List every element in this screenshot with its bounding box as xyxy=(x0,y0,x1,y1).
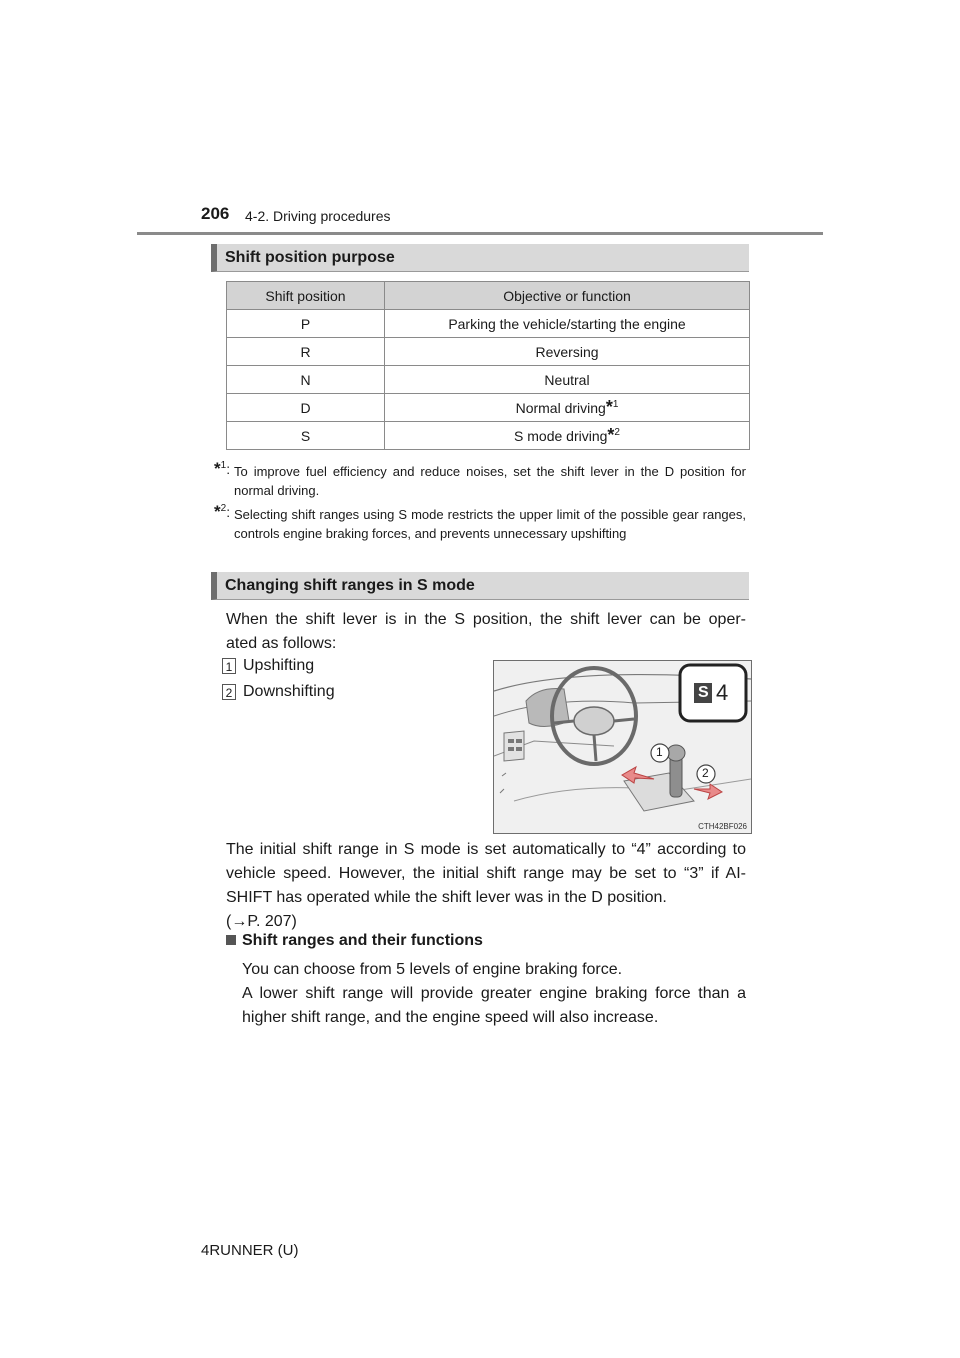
s-mode-paragraph xyxy=(226,838,746,934)
cell-function: Parking the vehicle/starting the engine xyxy=(385,310,750,338)
footnote-2 xyxy=(214,502,746,543)
footnote-marker: *$^1$: xyxy=(214,459,231,478)
sub-line: You can choose from 5 levels of engine braking force. xyxy=(242,961,623,978)
footnote-1 xyxy=(214,459,746,500)
square-bullet-icon xyxy=(226,935,236,945)
column-header-objective: Objective or function xyxy=(385,282,750,310)
callout-2: 2 xyxy=(702,766,709,780)
table-row xyxy=(227,422,750,450)
cell-position: S xyxy=(227,422,385,450)
cell-function-with-note xyxy=(385,394,750,422)
s-indicator-letter: S xyxy=(698,684,709,701)
step-label-upshifting: Upshifting xyxy=(243,657,315,674)
cell-function: Reversing xyxy=(385,338,750,366)
paragraph-line: The initial shift range in S mode is set automatically to “4” according to xyxy=(226,841,746,858)
step-number-2: 2 xyxy=(222,684,236,700)
page-number: 206 xyxy=(201,204,230,223)
footnote-ref: 2 xyxy=(614,427,620,438)
page-reference-link[interactable]: (→P. 207) xyxy=(226,913,297,930)
figure-code: CTH42BF026 xyxy=(698,822,747,831)
s-mode-heading: Changing shift ranges in S mode xyxy=(211,572,749,600)
cell-position: P xyxy=(227,310,385,338)
shift-ranges-subheading: Shift ranges and their functions xyxy=(226,932,483,950)
shift-purpose-heading: Shift position purpose xyxy=(211,244,749,272)
footnote-star: * xyxy=(607,425,615,445)
column-header-shift-position: Shift position xyxy=(227,282,385,310)
step-number-1: 1 xyxy=(222,658,236,674)
callout-1: 1 xyxy=(656,745,663,759)
cell-position: D xyxy=(227,394,385,422)
footnote-text: To improve fuel efficiency and reduce noises, set the shift lever in the D position for normal driving. xyxy=(234,464,746,498)
table-row xyxy=(227,338,750,366)
step-label-downshifting: Downshifting xyxy=(243,683,335,700)
cell-function: Normal driving xyxy=(515,400,606,416)
footnote-text: Selecting shift ranges using S mode restricts the upper limit of the possible gear ranges, controls engine braking forces, and prevents unnecessary upshifting xyxy=(234,507,746,541)
section-title: 4-2. Driving procedures xyxy=(245,208,391,224)
s-indicator-number: 4 xyxy=(716,680,729,705)
intro-line: When the shift lever is in the S position, the shift lever can be oper- xyxy=(226,611,746,628)
table-row xyxy=(227,366,750,394)
header-rule xyxy=(137,232,823,235)
cell-function: S mode driving xyxy=(514,428,608,444)
sub-line: higher shift range, and the engine speed will also increase. xyxy=(242,1009,659,1026)
paragraph-line: vehicle speed. However, the initial shift range may be set to “3” if AI- xyxy=(226,865,746,882)
cell-position: N xyxy=(227,366,385,394)
cell-function: Neutral xyxy=(385,366,750,394)
footnote-ref: 1 xyxy=(612,399,619,410)
table-header-row xyxy=(227,282,750,310)
footnote-marker: *$^2$: xyxy=(214,502,231,521)
cell-function-with-note xyxy=(385,422,750,450)
shift-ranges-text xyxy=(242,958,746,1030)
shift-position-table xyxy=(226,281,750,450)
paragraph-line: SHIFT has operated while the shift lever was in the D position. xyxy=(226,889,667,906)
table-row xyxy=(227,310,750,338)
sub-line: A lower shift range will provide greater engine braking force than a xyxy=(242,985,746,1002)
intro-line: ated as follows: xyxy=(226,635,337,652)
s-mode-intro xyxy=(226,608,746,656)
footnote-star: * xyxy=(605,397,613,417)
model-footer: 4RUNNER (U) xyxy=(201,1242,299,1259)
shift-lever-illustration xyxy=(493,660,752,834)
cell-position: R xyxy=(227,338,385,366)
table-row xyxy=(227,394,750,422)
dashboard-drawing xyxy=(494,661,751,833)
